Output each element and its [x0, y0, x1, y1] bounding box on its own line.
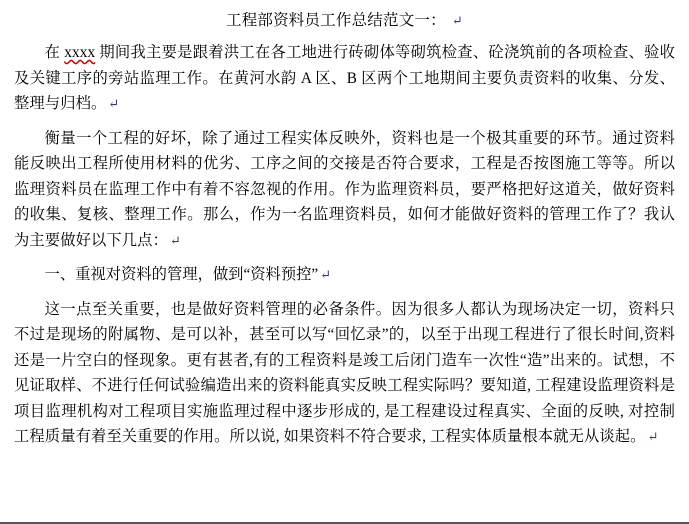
- body-paragraph: [14, 297, 675, 450]
- paragraph-mark: ↵: [647, 429, 659, 444]
- text-run: 这一点至关重要，也是做好资料管理的必备条件。因为很多人都认为现场决定一切，资料只不过是现场的附属物、是可以补，甚至可以写“回忆录”的，以至于出现工程进行了很长时间,资料还是一片空白的怪现象。更有甚者,有的工程资料是竣工后闭门造车一次性“造”出来的。试想，不见证取样、不进行任何试验编造出来的资料能真实反映工程实际吗？要知道, 工程建设监理资料是项目监理机构对工程项目实施监理过程中逐步形成的, 是工程建设过程真实、全面的反映, 对控制工程质量有着至关重要的作用。所以说, 如果资料不符合要求, 工程实体质量根本就无从谈起。: [14, 300, 675, 445]
- paragraph-mark: ↵: [169, 232, 181, 248]
- body-paragraph: [14, 126, 675, 254]
- document-body: [14, 40, 675, 450]
- spellcheck-text: xxxx: [64, 44, 96, 61]
- text-run: 一、重视对资料的管理，做到“资料预控”: [44, 266, 319, 283]
- text-run: 在: [44, 44, 65, 61]
- paragraph-mark: ↵: [108, 96, 120, 111]
- text-run: 期间我主要是跟着洪工在各工地进行砖砌体等砌筑检查、砼浇筑前的各项检查、验收及关键工序的旁站监理工作。在黄河水韵 A 区、B 区两个工地期间主要负责资料的收集、分发、整理与归档。: [14, 44, 675, 112]
- paragraph-mark: ↵: [451, 13, 463, 28]
- page-title-text: 工程部资料员工作总结范文一：: [226, 12, 446, 29]
- text-run: 衡量一个工程的好坏，除了通过工程实体反映外，资料也是一个极其重要的环节。通过资料能反映出工程所使用材料的优劣、工序之间的交接是否符合要求，工程是否按图施工等等。所以监理资料员在监理工作中有着不容忽视的作用。作为监理资料员，要严格把好这道关，做好资料的收集、复核、整理工作。那么，作为一名监理资料员，如何才能做好资料的管理工作了？我认为主要做好以下几点：: [14, 129, 675, 249]
- paragraph-mark: ↵: [320, 267, 332, 282]
- page-title: [14, 10, 675, 32]
- section-heading: [14, 262, 675, 288]
- body-paragraph: [14, 40, 675, 117]
